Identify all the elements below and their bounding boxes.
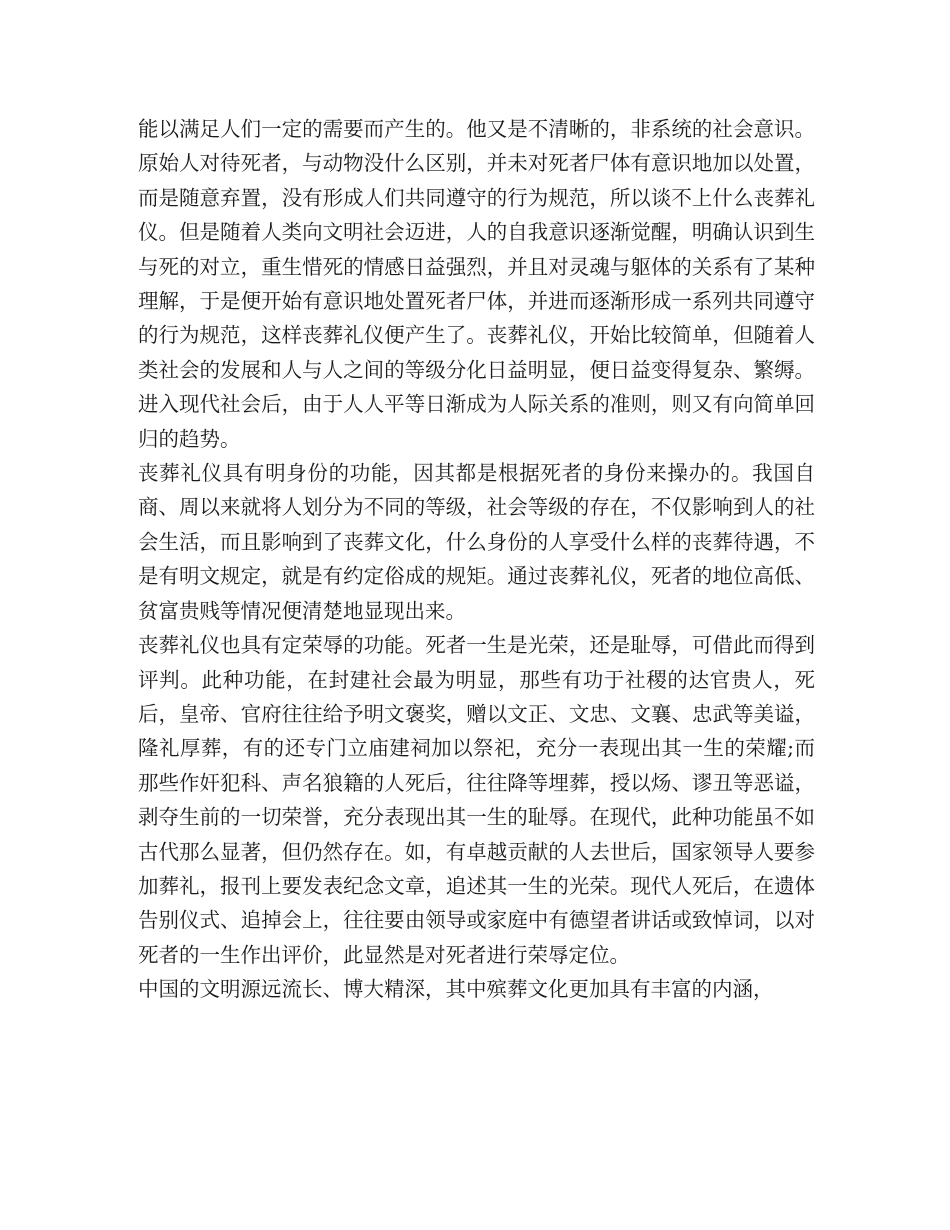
document-page bbox=[138, 112, 815, 1007]
paragraph-origin-of-funeral-rites: 能以满足人们一定的需要而产生的。他又是不清晰的，非系统的社会意识。原始人对待死者，与动物没什么区别，并未对死者尸体有意识地加以处置，而是随意弃置，没有形成人们共同遵守的行为规范，所以谈不上什么丧葬礼仪。但是随着人类向文明社会迈进，人的自我意识逐渐觉醒，明确认识到生与死的对立，重生惜死的情感日益强烈，并且对灵魂与躯体的关系有了某种理解，于是便开始有意识地处置死者尸体，并进而逐渐形成一系列共同遵守的行为规范，这样丧葬礼仪便产生了。丧葬礼仪，开始比较简单，但随着人类社会的发展和人与人之间的等级分化日益明显，便日益变得复杂、繁缛。进入现代社会后，由于人人平等日渐成为人际关系的准则，则又有向简单回归的趋势。 bbox=[138, 117, 815, 451]
paragraph-identity-function: 丧葬礼仪具有明身份的功能，因其都是根据死者的身份来操办的。我国自商、周以来就将人划分为不同的等级，社会等级的存在，不仅影响到人的社会生活，而且影响到了丧葬文化，什么身份的人享受什么样的丧葬待遇，不是有明文规定，就是有约定俗成的规矩。通过丧葬礼仪，死者的地位高低、贫富贵贱等情况便清楚地显现出来。 bbox=[138, 461, 815, 623]
paragraph-chinese-civilization: 中国的文明源远流长、博大精深，其中殡葬文化更加具有丰富的内涵， bbox=[138, 977, 774, 1002]
paragraph-honor-function: 丧葬礼仪也具有定荣辱的功能。死者一生是光荣，还是耻辱，可借此而得到评判。此种功能，在封建社会最为明显，那些有功于社稷的达官贵人，死后，皇帝、官府往往给予明文褒奖，赠以文正、文忠、文襄、忠武等美谥，隆礼厚葬，有的还专门立庙建祠加以祭祀，充分一表现出其一生的荣耀;而那些作奸犯科、声名狼籍的人死后，往往降等埋葬，授以炀、谬丑等恶谥，剥夺生前的一切荣誉，充分表现出其一生的耻辱。在现代，此种功能虽不如古代那么显著，但仍然存在。如，有卓越贡献的人去世后，国家领导人要参加葬礼，报刊上要发表纪念文章，追述其一生的光荣。现代人死后，在遗体告别仪式、追掉会上，往往要由领导或家庭中有德望者讲话或致悼词，以对死者的一生作出评价，此显然是对死者进行荣辱定位。 bbox=[138, 633, 815, 967]
